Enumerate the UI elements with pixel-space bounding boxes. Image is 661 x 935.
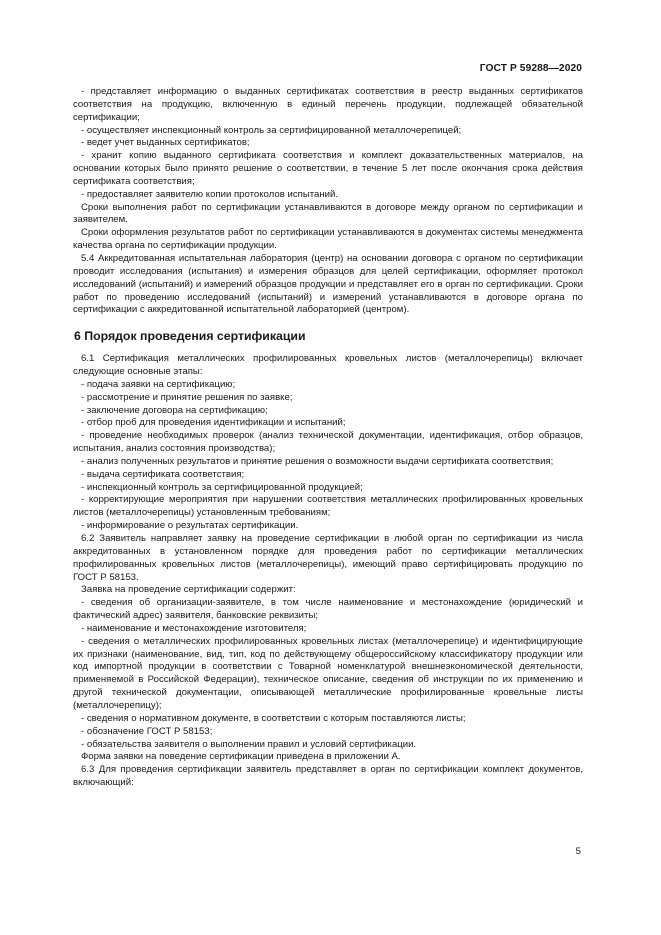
paragraph: - инспекционный контроль за сертифицированной продукцией; xyxy=(81,481,363,493)
page-content xyxy=(73,86,583,790)
paragraph: 6.1 Сертификация металлических профилированных кровельных листов (металлочерепицы) включает следующие основные этапы: xyxy=(73,353,583,378)
paragraph: - хранит копию выданного сертификата соответствия и комплект доказательственных материалов, на основании которых было принято решение о соответствии, в течение 5 лет после окончания срока действия сертификата соответствия; xyxy=(73,150,583,187)
paragraph: - подача заявки на сертификацию; xyxy=(81,378,236,390)
paragraph: 6.2 Заявитель направляет заявку на проведение сертификации в любой орган по сертификации из числа аккредитованных в установленном порядке для проведения работ по сертификации металлических профилированных кровельных листов (металлочерепицы), имеющий право сертифицировать продукцию по ГОСТ Р 58153. xyxy=(73,533,583,583)
section-5-continuation xyxy=(73,86,583,317)
paragraph: Сроки выполнения работ по сертификации устанавливаются в договоре между органом по сертификации и заявителем. xyxy=(73,201,583,226)
paragraph: - наименование и местонахождение изготовителя; xyxy=(81,622,307,634)
section-6-body xyxy=(73,353,583,790)
paragraph: - ведет учет выданных сертификатов; xyxy=(81,137,250,149)
paragraph: - заключение договора на сертификацию; xyxy=(81,404,268,416)
paragraph: - обязательства заявителя о выполнении правил и условий сертификации. xyxy=(81,738,417,750)
paragraph: - представляет информацию о выданных сертификатах соответствия в реестр выданных сертификатов соответствия на продукцию, включенную в единый перечень продукции, подлежащей обязательной сертификации; xyxy=(73,86,583,123)
paragraph: Заявка на проведение сертификации содержит: xyxy=(81,584,296,596)
document-code-header: ГОСТ Р 59288—2020 xyxy=(479,63,582,74)
paragraph: - обозначение ГОСТ Р 58153; xyxy=(81,725,213,737)
paragraph: - сведения о металлических профилированных кровельных листах (металлочерепице) и идентифицирующие их признаки (наименование, вид, тип, код по действующему общероссийскому классификатору продукции или код импортной продукции в соответствии с Товарной номенклатурой внешнеэкономической деятельности, применяемой в Российской Федерации), техническое описание, сведения об инструкции по их применению и другой технической документации, описывающей металлические профилированные кровельные листы (металлочерепицу); xyxy=(73,635,583,711)
page-number: 5 xyxy=(575,846,581,857)
paragraph: - предоставляет заявителю копии протоколов испытаний. xyxy=(81,188,339,200)
section-title: 6 Порядок проведения сертификации xyxy=(74,329,306,344)
paragraph: Форма заявки на поведение сертификации приведена в приложении А. xyxy=(81,751,401,763)
paragraph: - анализ полученных результатов и принятие решения о возможности выдачи сертификата соответствия; xyxy=(81,455,554,467)
paragraph: 5.4 Аккредитованная испытательная лаборатория (центр) на основании договора с органом по сертификации проводит исследования (испытания) и измерения образцов для целей сертификации, оформляет протокол исследований (испытаний) и измерений образцов продукции и представляет его в орган по сертификации. Сроки работ по проведению исследований (испытаний) и измерений устанавливаются в договоре органа по сертификации с аккредитованной испытательной лабораторией (центром). xyxy=(73,252,583,316)
paragraph: - корректирующие мероприятия при нарушении соответствия металлических профилированных кровельных листов (металлочерепицы) установленным требованиям; xyxy=(73,494,583,519)
paragraph: - отбор проб для проведения идентификации и испытаний; xyxy=(81,417,346,429)
paragraph: - рассмотрение и принятие решения по заявке; xyxy=(81,391,293,403)
paragraph: - сведения о нормативном документе, в соответствии с которым поставляются листы; xyxy=(81,712,466,724)
paragraph: - осуществляет инспекционный контроль за сертифицированной металлочерепицей; xyxy=(81,124,462,136)
paragraph: 6.3 Для проведения сертификации заявитель представляет в орган по сертификации комплект документов, включающий: xyxy=(73,764,583,789)
paragraph: - проведение необходимых проверок (анализ технической документации, идентификация, отбор образцов, испытания, анализ состояния производства); xyxy=(73,430,583,455)
paragraph: - выдача сертификата соответствия; xyxy=(81,468,245,480)
paragraph: Сроки оформления результатов работ по сертификации устанавливаются в документах системы менеджмента качества органа по сертификации продукции. xyxy=(73,227,583,252)
paragraph: - информирование о результатах сертификации. xyxy=(81,520,299,532)
paragraph: - сведения об организации-заявителе, в том числе наименование и местонахождение (юридический и фактический адрес) заявителя, банковские реквизиты; xyxy=(73,597,583,622)
